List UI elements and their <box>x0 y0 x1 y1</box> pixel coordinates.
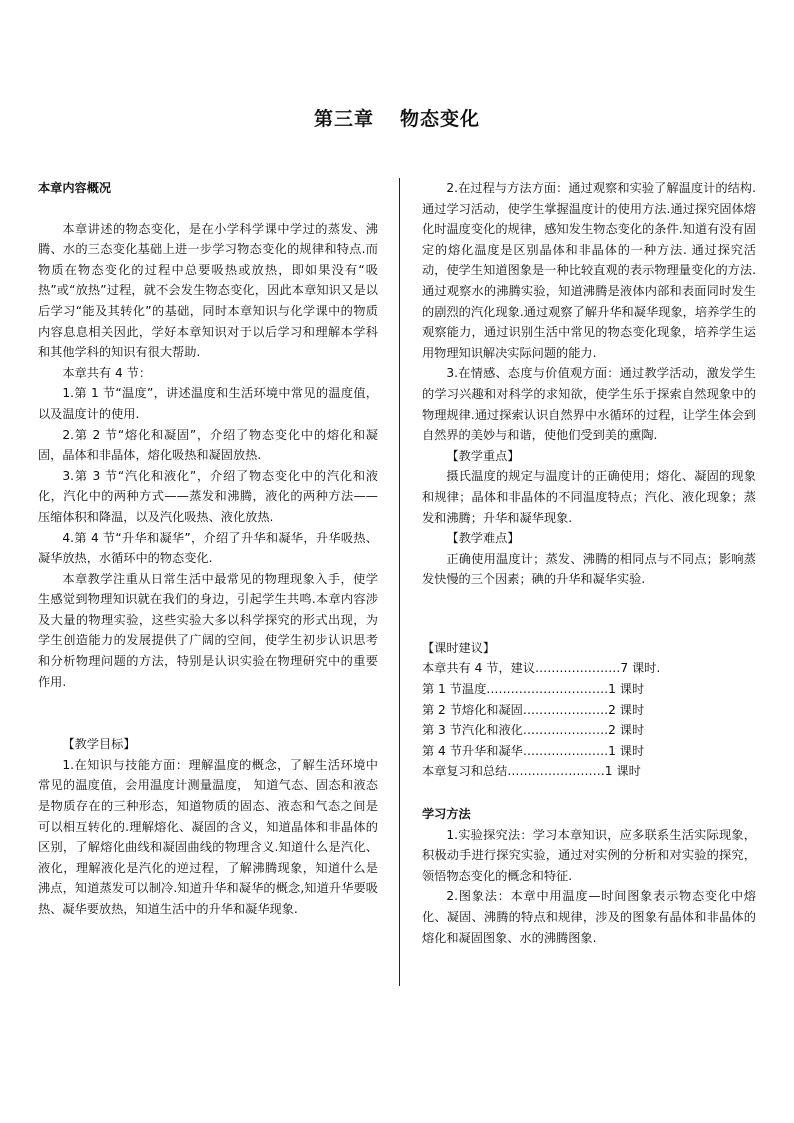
schedule-line: 本章复习和总结……………………1 课时 <box>422 764 641 779</box>
overview-heading: 本章内容概况 <box>38 181 112 195</box>
schedule-line: 本章共有 4 节，建议…………………7 课时. <box>422 661 661 676</box>
page-title <box>0 104 794 131</box>
schedule-line: 第 1 节温度…………………………1 课时 <box>422 682 645 697</box>
teaching-goals-heading: 【教学目标】 <box>62 737 136 752</box>
section-4-summary: 4.第 4 节“升华和凝华”，介绍了升华和凝华，升华吸热、凝华放热，水循环中的物态变化. <box>38 530 378 566</box>
teaching-focus-paragraph: 本章教学注重从日常生活中最常见的物理现象入手，使学生感觉到物理知识就在我们的身边，引起学生共鸣.本章内容涉及大量的物理实验，这些实验大多以科学探究的形式出现，为学生创造能力的发展提供了广阔的空间，使学生初步认识思考和分析物理问题的方法，特别是认识实验在物理研究中的重要作用. <box>38 571 378 689</box>
study-method-heading: 学习方法 <box>422 807 471 822</box>
goal-process-method: 2.在过程与方法方面：通过观察和实验了解温度计的结构.通过学习活动，使学生掌握温度计的使用方法.通过探究固体熔化时温度变化的规律，感知发生物态变化的条件.知道有没有固定的熔化温度是区别晶体和非晶体的一种方法. 通过探究活动，使学生知道图象是一种比较直观的表示物理量变化的方法.通过观察水的沸腾实验，知道沸腾是液体内部和表面同时发生的剧烈的汽化现象.通过观察了解升华和凝华现象，培养学生的观察能力，通过识别生活中常见的物态变化现象，培养学生运用物理知识解决实际问题的能力. <box>422 181 756 360</box>
goal-knowledge-skills: 1.在知识与技能方面：理解温度的概念，了解生活环境中常见的温度值，会用温度计测量温度， 知道气态、固态和液态是物质存在的三种形态，知道物质的固态、液态和气态之间是可以相互转化的.理解熔化、凝固的含义，知道晶体和非晶体的区别，了解熔化曲线和凝固曲线的物理含义.知道什么是汽化、液化，理解液化是汽化的逆过程，了解沸腾现象，知道什么是沸点，知道蒸发可以制冷.知道升华和凝华的概念,知道升华要吸热、凝华要放热，知道生活中的升华和凝华现象. <box>38 757 378 916</box>
section-3-summary: 3.第 3 节“汽化和液化”，介绍了物态变化中的汽化和液化，汽化中的两种方式——蒸发和沸腾，液化的两种方法——压缩体积和降温，以及汽化吸热、液化放热. <box>38 468 378 524</box>
schedule-line: 第 3 节汽化和液化…………………2 课时 <box>422 723 645 738</box>
difficult-points-text: 正确使用温度计；蒸发、沸腾的相同点与不同点；影响蒸发快慢的三个因素；碘的升华和凝华实验. <box>422 551 756 587</box>
left-column <box>38 178 378 920</box>
right-column <box>422 178 756 948</box>
schedule-line: 第 4 节升华和凝华…………………1 课时 <box>422 743 645 758</box>
method-experiment: 1.实验探究法：学习本章知识，应多联系生活实际现象，积极动手进行探究实验，通过对实例的分析和对实验的探究，领悟物态变化的概念和特征. <box>422 827 756 883</box>
section-count: 本章共有 4 节： <box>62 365 152 380</box>
method-graph: 2.图象法：本章中用温度—时间图象表示物态变化中熔化、凝固、沸腾的特点和规律，涉及的图象有晶体和非晶体的熔化和凝固图象、水的沸腾图象. <box>422 889 756 945</box>
overview-paragraph: 本章讲述的物态变化，是在小学科学课中学过的蒸发、沸腾、水的三态变化基础上进一步学习物态变化的规律和特点.而物质在物态变化的过程中总要吸热或放热，即如果没有“吸热”或“放热”过程，就不会发生物态变化，因此本章知识又是以后学习“能及其转化”的基础，同时本章知识与化学课中的物质内容息息相关因此，学好本章知识对于以后学习和理解本学科和其他学科的知识有很大帮助. <box>38 221 378 360</box>
key-points-text: 摄氏温度的规定与温度计的正确使用；熔化、凝固的现象和规律；晶体和非晶体的不同温度特点；汽化、液化现象；蒸发和沸腾；升华和凝华现象. <box>422 469 756 525</box>
difficult-points-heading: 【教学难点】 <box>446 531 520 546</box>
section-1-summary: 1.第 1 节“温度”，讲述温度和生活环境中常见的温度值，以及温度计的使用. <box>38 386 378 421</box>
key-points-heading: 【教学重点】 <box>446 448 520 463</box>
chapter-name: 物态变化 <box>400 108 481 130</box>
chapter-number: 第三章 <box>313 108 374 130</box>
schedule-line: 第 2 节熔化和凝固…………………2 课时 <box>422 702 645 717</box>
section-2-summary: 2.第 2 节“熔化和凝固”，介绍了物态变化中的熔化和凝固，晶体和非晶体，熔化吸热和凝固放热. <box>38 427 378 463</box>
column-divider <box>399 178 400 986</box>
goal-emotion-values: 3.在情感、态度与价值观方面：通过教学活动，激发学生的学习兴趣和对科学的求知欲，使学生乐于探索自然现象中的物理规律.通过探索认识自然界中水循环的过程，让学生体会到自然界的美妙与和谐，使他们受到美的熏陶. <box>422 366 756 443</box>
schedule-heading: 【课时建议】 <box>422 640 496 655</box>
